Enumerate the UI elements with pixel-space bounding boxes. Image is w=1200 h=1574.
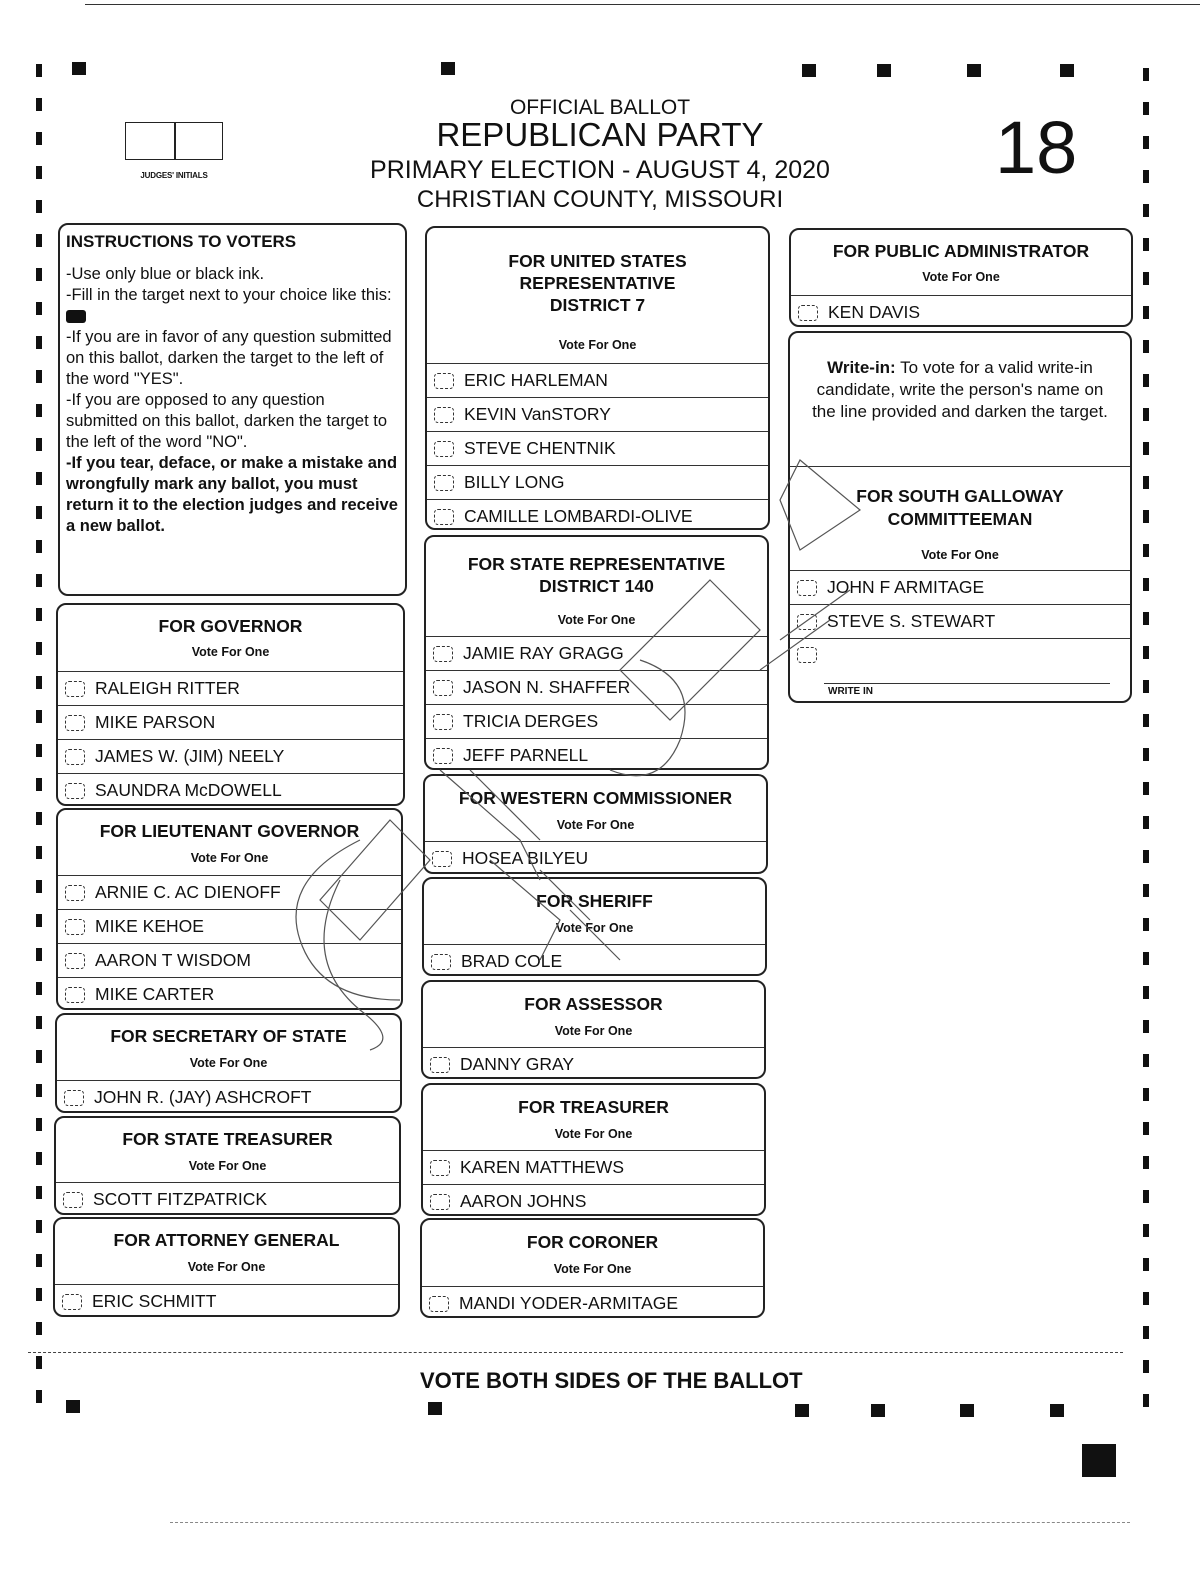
candidate-name: JAMES W. (JIM) NEELY — [95, 746, 285, 766]
edge-timing-mark — [1143, 1258, 1149, 1271]
edge-timing-mark — [36, 336, 42, 349]
contest-title: DISTRICT 7 — [549, 295, 646, 315]
edge-timing-mark — [36, 710, 42, 723]
edge-timing-mark — [1143, 1326, 1149, 1339]
bottom-trim-line — [170, 1522, 1130, 1523]
edge-timing-mark — [1143, 1292, 1149, 1305]
vote-for-one: Vote For One — [921, 548, 999, 562]
vote-for-one: Vote For One — [922, 270, 1000, 284]
edge-timing-mark — [36, 778, 42, 791]
edge-timing-mark — [1143, 884, 1149, 897]
contest-title: FOR STATE TREASURER — [122, 1129, 333, 1149]
edge-timing-mark — [36, 1390, 42, 1403]
edge-timing-mark — [36, 846, 42, 859]
edge-timing-mark — [1143, 1156, 1149, 1169]
edge-timing-mark — [36, 302, 42, 315]
write-in-caption: WRITE IN — [828, 686, 873, 697]
vote-target[interactable] — [430, 1194, 450, 1210]
instruction-item: -If you tear, deface, or make a mistake and wrongfully mark any ballot, you must return it to the election judges and receive a new ballot. — [66, 454, 398, 535]
candidate-name: AARON T WISDOM — [95, 950, 251, 970]
vote-for-one: Vote For One — [556, 818, 635, 832]
edge-timing-mark — [1143, 748, 1149, 761]
vote-for-one: Vote For One — [189, 1056, 268, 1070]
candidate-row[interactable] — [56, 1182, 399, 1215]
edge-timing-mark — [1143, 68, 1149, 81]
candidate-name: BILLY LONG — [464, 472, 565, 492]
vote-target[interactable] — [63, 1192, 83, 1208]
candidate-name: JASON N. SHAFFER — [463, 677, 631, 697]
edge-timing-mark — [1143, 850, 1149, 863]
edge-timing-mark — [36, 1254, 42, 1267]
vote-for-one: Vote For One — [191, 645, 270, 659]
instruction-item: -Fill in the target next to your choice like this: — [66, 285, 399, 327]
edge-timing-mark — [36, 1016, 42, 1029]
contest-public-administrator — [789, 228, 1133, 327]
edge-timing-mark — [36, 1220, 42, 1233]
vote-target[interactable] — [65, 783, 85, 799]
candidate-name: STEVE S. STEWART — [827, 611, 996, 631]
vote-target[interactable] — [65, 885, 85, 901]
edge-timing-mark — [1143, 612, 1149, 625]
edge-timing-mark — [36, 1288, 42, 1301]
sample-stamp-watermark — [240, 440, 890, 1060]
edge-timing-mark — [1143, 578, 1149, 591]
candidate-name: ARNIE C. AC DIENOFF — [95, 882, 281, 902]
vote-target[interactable] — [429, 1296, 449, 1312]
footer-instruction: VOTE BOTH SIDES OF THE BALLOT — [420, 1368, 803, 1393]
edge-timing-mark — [36, 234, 42, 247]
candidate-name: MIKE CARTER — [95, 984, 215, 1004]
candidate-name: SAUNDRA McDOWELL — [95, 780, 282, 800]
candidate-name: HOSEA BILYEU — [462, 848, 589, 868]
vote-for-one: Vote For One — [554, 1024, 633, 1038]
candidate-name: TRICIA DERGES — [463, 711, 599, 731]
judges-initials-label: JUDGES' INITIALS — [140, 171, 208, 180]
contest-title: FOR STATE REPRESENTATIVE — [467, 554, 726, 574]
edge-timing-mark — [36, 1050, 42, 1063]
edge-timing-mark — [1143, 340, 1149, 353]
contest-title: FOR ATTORNEY GENERAL — [113, 1230, 340, 1250]
contest-title: REPRESENTATIVE — [519, 273, 676, 293]
vote-target[interactable] — [64, 1090, 84, 1106]
candidate-name: MIKE PARSON — [95, 712, 216, 732]
candidate-name: KEN DAVIS — [828, 302, 921, 322]
candidate-row[interactable] — [427, 363, 768, 397]
edge-timing-mark — [1143, 374, 1149, 387]
party-name: REPUBLICAN PARTY — [436, 116, 764, 153]
vote-for-one: Vote For One — [558, 338, 637, 352]
edge-timing-mark — [36, 914, 42, 927]
county-name: CHRISTIAN COUNTY, MISSOURI — [416, 186, 784, 213]
candidate-name: RALEIGH RITTER — [95, 678, 240, 698]
edge-timing-mark — [1143, 816, 1149, 829]
candidate-row[interactable] — [422, 1286, 763, 1318]
edge-timing-mark — [1143, 306, 1149, 319]
edge-timing-mark — [1143, 1020, 1149, 1033]
write-in-instructions — [790, 333, 1130, 444]
vote-for-one: Vote For One — [555, 921, 634, 935]
election-name: PRIMARY ELECTION - AUGUST 4, 2020 — [370, 156, 830, 184]
filled-target-example — [66, 310, 86, 323]
contest-title: FOR SECRETARY OF STATE — [110, 1026, 347, 1046]
edge-timing-mark — [36, 472, 42, 485]
edge-timing-mark — [36, 404, 42, 417]
edge-timing-mark — [1143, 952, 1149, 965]
edge-timing-mark — [36, 642, 42, 655]
instruction-item: -Use only blue or black ink. — [66, 265, 265, 283]
vote-for-one: Vote For One — [553, 1262, 632, 1276]
edge-timing-mark — [36, 540, 42, 553]
candidate-row[interactable] — [423, 1150, 764, 1184]
candidate-name: MANDI YODER-ARMITAGE — [459, 1293, 679, 1313]
instructions-title: INSTRUCTIONS TO VOTERS — [66, 232, 297, 251]
vote-for-one: Vote For One — [554, 1127, 633, 1141]
edge-timing-mark — [36, 982, 42, 995]
candidate-row[interactable] — [427, 397, 768, 431]
vote-for-one: Vote For One — [190, 851, 269, 865]
edge-timing-mark — [1143, 442, 1149, 455]
edge-timing-mark — [36, 676, 42, 689]
vote-target[interactable] — [65, 715, 85, 731]
vote-target[interactable] — [434, 407, 454, 423]
ballot-title: OFFICIAL BALLOT — [509, 96, 691, 119]
edge-timing-mark — [1143, 238, 1149, 251]
edge-timing-mark — [36, 1084, 42, 1097]
edge-timing-mark — [1143, 986, 1149, 999]
candidate-row[interactable] — [57, 1080, 400, 1113]
candidate-name: MIKE KEHOE — [95, 916, 204, 936]
edge-timing-mark — [1143, 1394, 1149, 1407]
edge-timing-mark — [36, 370, 42, 383]
instruction-item: -If you are in favor of any question submitted on this ballot, darken the target to the left of the word "YES". — [66, 328, 392, 388]
edge-timing-mark — [36, 744, 42, 757]
edge-timing-mark — [1143, 1054, 1149, 1067]
contest-attorney-general — [53, 1217, 400, 1317]
candidate-name: STEVE CHENTNIK — [464, 438, 616, 458]
scan-edge-line — [85, 4, 1200, 5]
instruction-item: -If you are opposed to any question submitted on this ballot, darken the target to the left of the word "NO". — [66, 391, 388, 451]
vote-target[interactable] — [65, 749, 85, 765]
contest-title: FOR GOVERNOR — [158, 616, 303, 636]
edge-timing-mark — [36, 1356, 42, 1369]
edge-timing-mark — [1143, 272, 1149, 285]
vote-for-one: Vote For One — [187, 1260, 266, 1274]
edge-timing-mark — [36, 1186, 42, 1199]
edge-timing-mark — [36, 506, 42, 519]
edge-timing-mark — [36, 608, 42, 621]
edge-timing-mark — [1143, 408, 1149, 421]
contest-state-treasurer — [54, 1116, 401, 1215]
vote-target[interactable] — [798, 305, 818, 321]
contest-title: FOR WESTERN COMMISSIONER — [458, 788, 733, 808]
vote-target[interactable] — [62, 1294, 82, 1310]
edge-timing-mark — [36, 574, 42, 587]
edge-timing-mark — [36, 812, 42, 825]
edge-timing-mark — [1143, 680, 1149, 693]
vote-for-one: Vote For One — [557, 613, 636, 627]
contest-title: FOR TREASURER — [518, 1097, 669, 1117]
vote-for-one: Vote For One — [188, 1159, 267, 1173]
edge-timing-mark — [36, 880, 42, 893]
footer-divider — [28, 1352, 1123, 1353]
vote-target[interactable] — [430, 1160, 450, 1176]
candidate-row[interactable] — [791, 295, 1131, 327]
edge-timing-mark — [1143, 1190, 1149, 1203]
edge-timing-mark — [1143, 782, 1149, 795]
contest-title: FOR SOUTH GALLOWAY — [856, 486, 1064, 506]
vote-target[interactable] — [65, 919, 85, 935]
edge-timing-mark — [1143, 1224, 1149, 1237]
edge-timing-mark — [1143, 1088, 1149, 1101]
edge-timing-mark — [1143, 1122, 1149, 1135]
candidate-name: JEFF PARNELL — [463, 745, 589, 765]
write-in-text: To vote for a valid write-in candidate, write the person's name on the line provided and darken the target. — [812, 358, 1108, 421]
write-in-label: Write-in: — [827, 358, 896, 377]
edge-timing-mark — [36, 438, 42, 451]
contest-title: FOR PUBLIC ADMINISTRATOR — [832, 241, 1090, 261]
edge-timing-mark — [36, 1152, 42, 1165]
candidate-name: JOHN F ARMITAGE — [827, 577, 985, 597]
edge-timing-mark — [1143, 918, 1149, 931]
vote-target[interactable] — [65, 681, 85, 697]
edge-timing-mark — [36, 268, 42, 281]
candidate-name: JOHN R. (JAY) ASHCROFT — [94, 1087, 312, 1107]
edge-timing-mark — [36, 64, 42, 77]
contest-coroner — [420, 1218, 765, 1318]
edge-timing-mark — [36, 1322, 42, 1335]
candidate-name: SCOTT FITZPATRICK — [93, 1189, 268, 1209]
candidate-name: KAREN MATTHEWS — [460, 1157, 624, 1177]
candidate-name: CAMILLE LOMBARDI-OLIVE — [464, 506, 693, 526]
edge-timing-mark — [1143, 1360, 1149, 1373]
candidate-name: ERIC SCHMITT — [92, 1291, 217, 1311]
edge-timing-mark — [1143, 510, 1149, 523]
candidate-row[interactable] — [55, 1284, 398, 1317]
contest-title: FOR LIEUTENANT GOVERNOR — [99, 821, 360, 841]
candidate-name: BRAD COLE — [461, 951, 563, 971]
ballot-style-number: 18 — [995, 106, 1078, 189]
vote-target[interactable] — [65, 953, 85, 969]
edge-timing-mark — [36, 1118, 42, 1131]
candidate-name: AARON JOHNS — [460, 1191, 587, 1211]
contest-title: FOR UNITED STATES — [508, 251, 687, 271]
candidate-row[interactable] — [423, 1184, 764, 1216]
edge-timing-mark — [1143, 476, 1149, 489]
candidate-name: JAMIE RAY GRAGG — [463, 643, 624, 663]
contest-title: DISTRICT 140 — [539, 576, 654, 596]
candidate-name: KEVIN VanSTORY — [464, 404, 611, 424]
vote-target[interactable] — [65, 987, 85, 1003]
vote-target[interactable] — [434, 373, 454, 389]
edge-timing-mark — [36, 948, 42, 961]
contest-title: FOR CORONER — [526, 1232, 659, 1252]
contest-title: COMMITTEEMAN — [887, 509, 1033, 529]
edge-timing-mark — [1143, 646, 1149, 659]
contest-title: FOR ASSESSOR — [524, 994, 663, 1014]
candidate-name: DANNY GRAY — [460, 1054, 575, 1074]
contest-title: FOR SHERIFF — [536, 891, 653, 911]
edge-timing-mark — [1143, 714, 1149, 727]
candidate-name: ERIC HARLEMAN — [464, 370, 608, 390]
contest-treasurer — [421, 1083, 766, 1216]
edge-timing-mark — [1143, 544, 1149, 557]
